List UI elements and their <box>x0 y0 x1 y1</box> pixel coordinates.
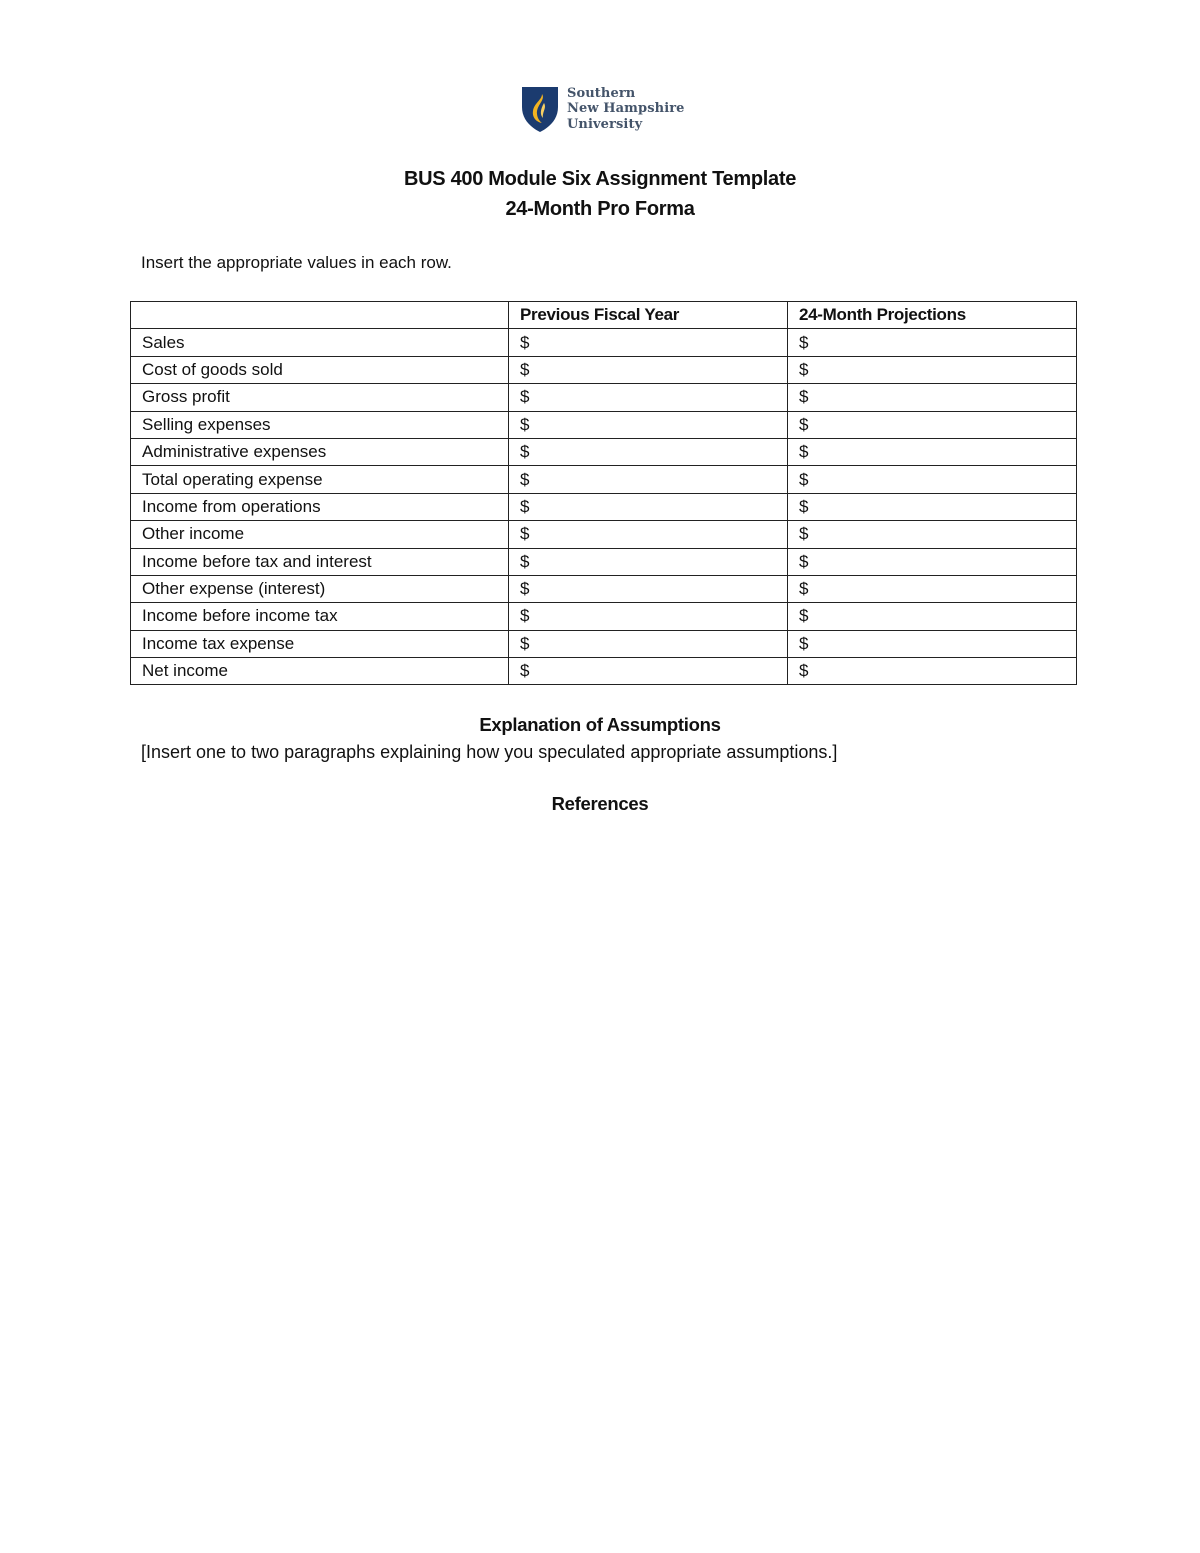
projection-cell[interactable]: $ <box>788 356 1077 383</box>
university-logo <box>520 84 690 134</box>
logo-line-2: New Hampshire <box>567 101 685 117</box>
previous-fiscal-year-cell[interactable]: $ <box>509 438 788 465</box>
projection-cell[interactable]: $ <box>788 658 1077 685</box>
row-label-cell: Other income <box>131 521 509 548</box>
previous-fiscal-year-cell[interactable]: $ <box>509 411 788 438</box>
previous-fiscal-year-cell[interactable]: $ <box>509 521 788 548</box>
table-row <box>131 603 1077 630</box>
table-row <box>131 329 1077 356</box>
previous-fiscal-year-cell[interactable]: $ <box>509 658 788 685</box>
explanation-body[interactable]: [Insert one to two paragraphs explaining how you speculated appropriate assumptions.] <box>141 742 838 762</box>
previous-fiscal-year-cell[interactable]: $ <box>509 630 788 657</box>
row-label-cell: Gross profit <box>131 384 509 411</box>
document-title <box>0 164 1200 224</box>
table-row <box>131 356 1077 383</box>
table-header-row <box>131 302 1077 329</box>
projection-cell[interactable]: $ <box>788 603 1077 630</box>
projection-cell[interactable]: $ <box>788 575 1077 602</box>
row-label-cell: Total operating expense <box>131 466 509 493</box>
row-label-cell: Selling expenses <box>131 411 509 438</box>
previous-fiscal-year-cell[interactable]: $ <box>509 384 788 411</box>
projection-cell[interactable]: $ <box>788 438 1077 465</box>
table-row <box>131 493 1077 520</box>
table-row <box>131 658 1077 685</box>
shield-flame-icon <box>520 85 560 133</box>
previous-fiscal-year-cell[interactable]: $ <box>509 603 788 630</box>
title-line-1: BUS 400 Module Six Assignment Template <box>403 168 797 190</box>
projection-cell[interactable]: $ <box>788 411 1077 438</box>
row-label-cell: Other expense (interest) <box>131 575 509 602</box>
table-row <box>131 384 1077 411</box>
header-24-month-projections: 24-Month Projections <box>788 302 1077 329</box>
row-label-cell: Net income <box>131 658 509 685</box>
projection-cell[interactable]: $ <box>788 548 1077 575</box>
table-row <box>131 575 1077 602</box>
previous-fiscal-year-cell[interactable]: $ <box>509 466 788 493</box>
previous-fiscal-year-cell[interactable]: $ <box>509 356 788 383</box>
table-row <box>131 548 1077 575</box>
row-label-cell: Income before tax and interest <box>131 548 509 575</box>
row-label-cell: Income before income tax <box>131 603 509 630</box>
previous-fiscal-year-cell[interactable]: $ <box>509 493 788 520</box>
header-previous-fiscal-year: Previous Fiscal Year <box>509 302 788 329</box>
previous-fiscal-year-cell[interactable]: $ <box>509 548 788 575</box>
title-line-2: 24-Month Pro Forma <box>505 198 695 220</box>
row-label-cell: Cost of goods sold <box>131 356 509 383</box>
explanation-heading: Explanation of Assumptions <box>479 714 721 735</box>
table-row <box>131 411 1077 438</box>
projection-cell[interactable]: $ <box>788 384 1077 411</box>
projection-cell[interactable]: $ <box>788 329 1077 356</box>
table-row <box>131 466 1077 493</box>
table-row <box>131 438 1077 465</box>
projection-cell[interactable]: $ <box>788 521 1077 548</box>
table-row <box>131 521 1077 548</box>
projection-cell[interactable]: $ <box>788 630 1077 657</box>
row-label-cell: Income tax expense <box>131 630 509 657</box>
logo-wordmark <box>567 86 685 133</box>
logo-line-1: Southern <box>567 85 636 101</box>
previous-fiscal-year-cell[interactable]: $ <box>509 575 788 602</box>
references-heading: References <box>551 793 649 814</box>
pro-forma-table <box>130 301 1077 685</box>
row-label-cell: Sales <box>131 329 509 356</box>
previous-fiscal-year-cell[interactable]: $ <box>509 329 788 356</box>
header-label-cell <box>131 302 509 329</box>
row-label-cell: Income from operations <box>131 493 509 520</box>
instruction-text: Insert the appropriate values in each row. <box>141 253 452 272</box>
row-label-cell: Administrative expenses <box>131 438 509 465</box>
projection-cell[interactable]: $ <box>788 466 1077 493</box>
logo-line-3: University <box>567 116 643 132</box>
table-row <box>131 630 1077 657</box>
projection-cell[interactable]: $ <box>788 493 1077 520</box>
